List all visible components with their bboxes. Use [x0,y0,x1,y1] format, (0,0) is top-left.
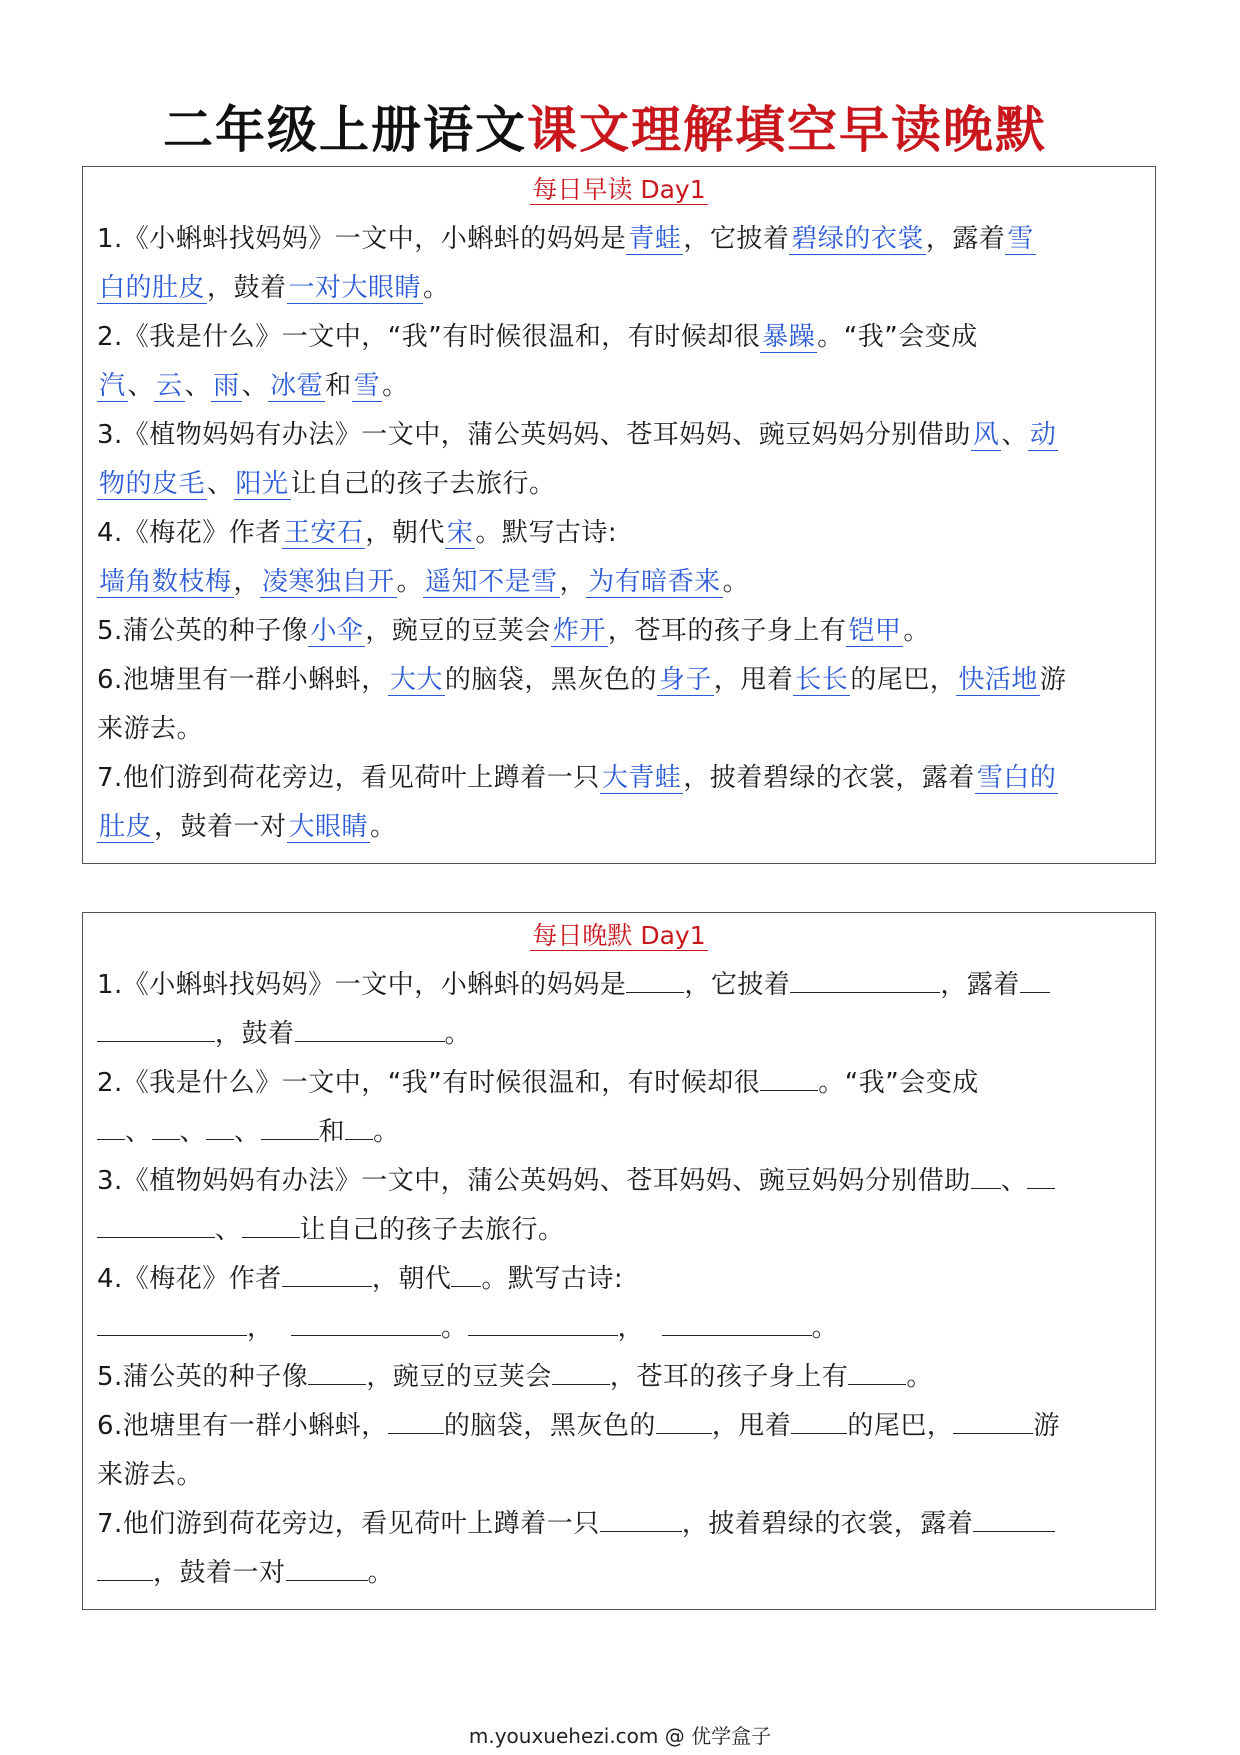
blank[interactable] [451,1264,481,1287]
blank[interactable] [791,1411,847,1434]
answer: 雪 [353,371,381,401]
blank[interactable] [973,1509,1055,1532]
blank[interactable] [656,1411,712,1434]
answer: 凌寒独自开 [262,567,395,597]
morning-line-2: 白的肚皮，鼓着一对大眼睛。 [99,273,450,303]
blank[interactable] [97,1215,215,1238]
morning-line-5: 3.《植物妈妈有办法》一文中，蒲公英妈妈、苍耳妈妈、豌豆妈妈分别借助风、动 [97,420,1057,450]
page-title [0,98,1210,162]
morning-line-9: 5.蒲公英的种子像小伞，豌豆的豆荚会炸开，苍耳的孩子身上有铠甲。 [97,616,930,646]
answer: 汽 [99,371,126,401]
morning-line-3: 2.《我是什么》一文中，“我”有时候很温和，有时候却很暴躁。“我”会变成 [97,322,978,352]
evening-line-7: 4.《梅花》作者 ，朝代 。默写古诗: [97,1264,624,1294]
answer: 雨 [213,371,240,401]
answer: 身子 [658,665,712,695]
morning-items [83,207,1155,852]
evening-items [83,953,1155,1598]
evening-line-3: 2.《我是什么》一文中，“我”有时候很温和，有时候却很 。“我”会变成 [97,1068,979,1098]
evening-line-5: 3.《植物妈妈有办法》一文中，蒲公英妈妈、苍耳妈妈、豌豆妈妈分别借助 、 [97,1157,1141,1206]
answer: 动 [1029,420,1057,450]
blank[interactable] [97,1117,125,1140]
answer: 风 [972,420,1000,450]
answer: 青蛙 [628,224,682,254]
evening-line-4: 、 、 、 和 。 [97,1108,1141,1157]
title-part1: 二年级上册语文 [163,101,527,159]
evening-line-10: 6.池塘里有一群小蝌蚪， 的脑袋，黑灰色的 ，甩着 的尾巴， 游 [97,1411,1060,1441]
evening-heading: 每日晚默 Day1 [532,921,706,950]
blank[interactable] [552,1362,610,1385]
blank[interactable] [97,1558,153,1581]
blank[interactable] [97,1019,215,1042]
evening-line-11: 来游去。 [97,1460,204,1490]
answer: 白的肚皮 [99,273,206,303]
title-part2: 课文理解填空早读晚默 [527,101,1047,159]
blank[interactable] [1020,970,1050,993]
blank[interactable] [662,1313,812,1336]
morning-line-13: 肚皮，鼓着一对大眼睛。 [99,812,397,842]
morning-line-10: 6.池塘里有一群小蝌蚪，大大的脑袋，黑灰色的身子，甩着长长的尾巴，快活地游 [97,665,1067,695]
blank[interactable] [388,1411,444,1434]
morning-reading-box [82,166,1156,864]
evening-line-6: 、 让自己的孩子去旅行。 [97,1206,1141,1255]
answer: 炸开 [552,616,606,646]
blank[interactable] [97,1313,247,1336]
morning-heading: 每日早读 Day1 [532,175,706,204]
evening-line-13: ，鼓着一对 。 [97,1549,1141,1598]
blank[interactable] [345,1117,373,1140]
answer: 快活地 [958,665,1038,695]
answer: 铠甲 [848,616,902,646]
blank[interactable] [295,1019,445,1042]
blank[interactable] [1027,1166,1055,1189]
answer: 一对大眼睛 [288,273,422,303]
morning-line-6: 物的皮毛、阳光让自己的孩子去旅行。 [99,469,556,499]
blank[interactable] [953,1411,1033,1434]
blank[interactable] [206,1117,234,1140]
answer: 雪白的 [976,763,1057,793]
answer: 阳光 [235,469,289,499]
answer: 长长 [795,665,849,695]
answer: 大大 [389,665,443,695]
answer: 冰雹 [270,371,324,401]
answer: 暴躁 [762,322,816,352]
evening-line-12: 7.他们游到荷花旁边，看见荷叶上蹲着一只 ，披着碧绿的衣裳，露着 [97,1500,1141,1549]
answer: 肚皮 [99,812,153,842]
evening-line-8: ， 。 ， 。 [97,1304,1141,1353]
blank[interactable] [152,1117,180,1140]
answer: 大眼睛 [288,812,369,842]
answer: 碧绿的衣裳 [791,224,924,254]
blank[interactable] [848,1362,906,1385]
answer: 为有暗香来 [588,567,721,597]
answer: 墙角数枝梅 [99,567,232,597]
answer: 宋 [446,518,474,548]
morning-line-4: 汽、云、雨、冰雹和雪。 [99,371,409,401]
answer: 云 [156,371,183,401]
evening-dictation-box [82,912,1156,1610]
blank[interactable] [760,1068,818,1091]
blank[interactable] [600,1509,682,1532]
blank[interactable] [308,1362,366,1385]
blank[interactable] [282,1264,372,1287]
blank[interactable] [626,970,684,993]
morning-line-11: 来游去。 [97,714,204,744]
evening-line-1: 1.《小蝌蚪找妈妈》一文中，小蝌蚪的妈妈是 ，它披着 ，露着 [97,961,1141,1010]
blank[interactable] [291,1313,441,1336]
blank[interactable] [468,1313,618,1336]
answer: 遥知不是雪 [425,567,558,597]
morning-line-12: 7.他们游到荷花旁边，看见荷叶上蹲着一只大青蛙，披着碧绿的衣裳，露着雪白的 [97,763,1057,793]
morning-line-7: 4.《梅花》作者王安石，朝代宋。默写古诗: [97,518,618,548]
blank[interactable] [971,1166,1001,1189]
blank[interactable] [286,1558,368,1581]
answer: 物的皮毛 [99,469,206,499]
blank[interactable] [242,1215,300,1238]
blank[interactable] [261,1117,319,1140]
answer: 雪 [1007,224,1034,254]
answer: 大青蛙 [601,763,682,793]
blank[interactable] [790,970,940,993]
answer: 王安石 [283,518,364,548]
morning-line-8: 墙角数枝梅，凌寒独自开。遥知不是雪，为有暗香来。 [99,567,750,597]
answer: 小伞 [310,616,364,646]
morning-line-1: 1.《小蝌蚪找妈妈》一文中，小蝌蚪的妈妈是青蛙，它披着碧绿的衣裳，露着雪 [97,224,1034,254]
evening-line-9: 5.蒲公英的种子像 ，豌豆的豆荚会 ，苍耳的孩子身上有 。 [97,1362,933,1392]
footer-watermark: m.youxuehezi.com @ 优学盒子 [468,1724,772,1748]
evening-line-2: ，鼓着 。 [97,1010,1141,1059]
